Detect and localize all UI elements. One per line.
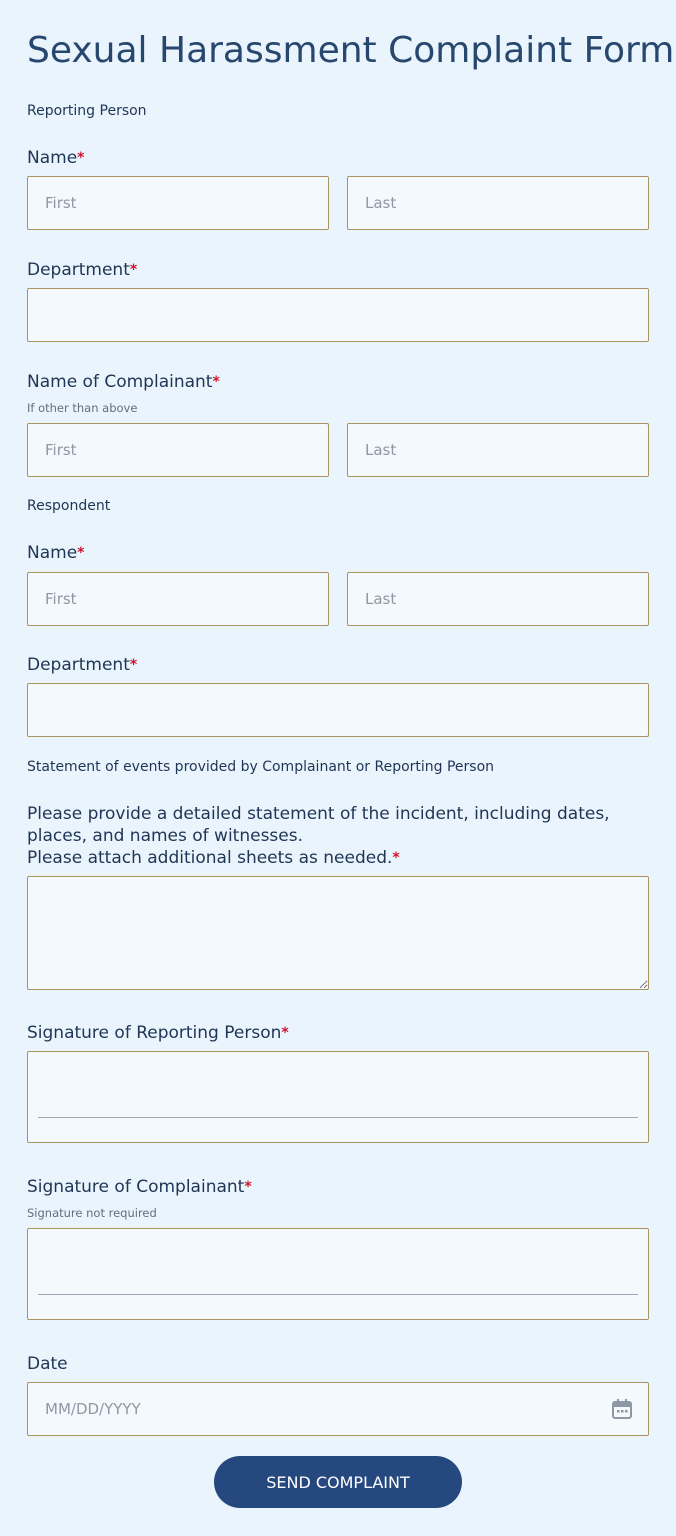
respondent-department-input[interactable] bbox=[27, 683, 649, 737]
statement-label-line3: Please attach additional sheets as needed.* bbox=[27, 848, 400, 868]
complainant-sublabel: If other than above bbox=[27, 401, 138, 415]
signature-complainant-pad[interactable] bbox=[27, 1228, 649, 1320]
signature-reporting-label: Signature of Reporting Person* bbox=[27, 1023, 289, 1043]
signature-reporting-pad[interactable] bbox=[27, 1051, 649, 1143]
send-complaint-button[interactable]: SEND COMPLAINT bbox=[214, 1456, 462, 1508]
signature-complainant-label: Signature of Complainant* bbox=[27, 1177, 252, 1197]
required-mark: * bbox=[244, 1179, 252, 1195]
statement-label-line1: Please provide a detailed statement of the incident, including dates, bbox=[27, 804, 610, 824]
reporting-department-label: Department* bbox=[27, 260, 138, 280]
statement-label bbox=[27, 803, 610, 869]
required-mark: * bbox=[129, 262, 138, 278]
complainant-last-name-input[interactable] bbox=[347, 423, 649, 477]
respondent-name-label: Name* bbox=[27, 543, 85, 563]
reporting-name-label: Name* bbox=[27, 148, 85, 168]
section-respondent: Respondent bbox=[27, 498, 111, 514]
reporting-department-input[interactable] bbox=[27, 288, 649, 342]
statement-textarea[interactable] bbox=[27, 876, 649, 990]
statement-label-line2: places, and names of witnesses. bbox=[27, 826, 304, 846]
required-mark: * bbox=[129, 657, 138, 673]
required-mark: * bbox=[77, 545, 85, 561]
complainant-first-name-input[interactable] bbox=[27, 423, 329, 477]
date-field bbox=[27, 1382, 649, 1436]
section-statement: Statement of events provided by Complainant or Reporting Person bbox=[27, 759, 495, 775]
signature-complainant-sublabel: Signature not required bbox=[27, 1206, 157, 1220]
section-reporting-person: Reporting Person bbox=[27, 103, 147, 119]
required-mark: * bbox=[212, 374, 220, 390]
reporting-last-name-input[interactable] bbox=[347, 176, 649, 230]
required-mark: * bbox=[392, 850, 400, 866]
complainant-name-label: Name of Complainant* bbox=[27, 372, 220, 392]
signature-line bbox=[38, 1294, 638, 1295]
required-mark: * bbox=[77, 150, 85, 166]
respondent-last-name-input[interactable] bbox=[347, 572, 649, 626]
page-title: Sexual Harassment Complaint Form bbox=[27, 30, 675, 71]
date-input[interactable] bbox=[27, 1382, 649, 1436]
respondent-first-name-input[interactable] bbox=[27, 572, 329, 626]
date-label: Date bbox=[27, 1354, 68, 1374]
signature-line bbox=[38, 1117, 638, 1118]
respondent-department-label: Department* bbox=[27, 655, 138, 675]
reporting-first-name-input[interactable] bbox=[27, 176, 329, 230]
calendar-icon[interactable] bbox=[611, 1398, 633, 1420]
required-mark: * bbox=[281, 1025, 289, 1041]
